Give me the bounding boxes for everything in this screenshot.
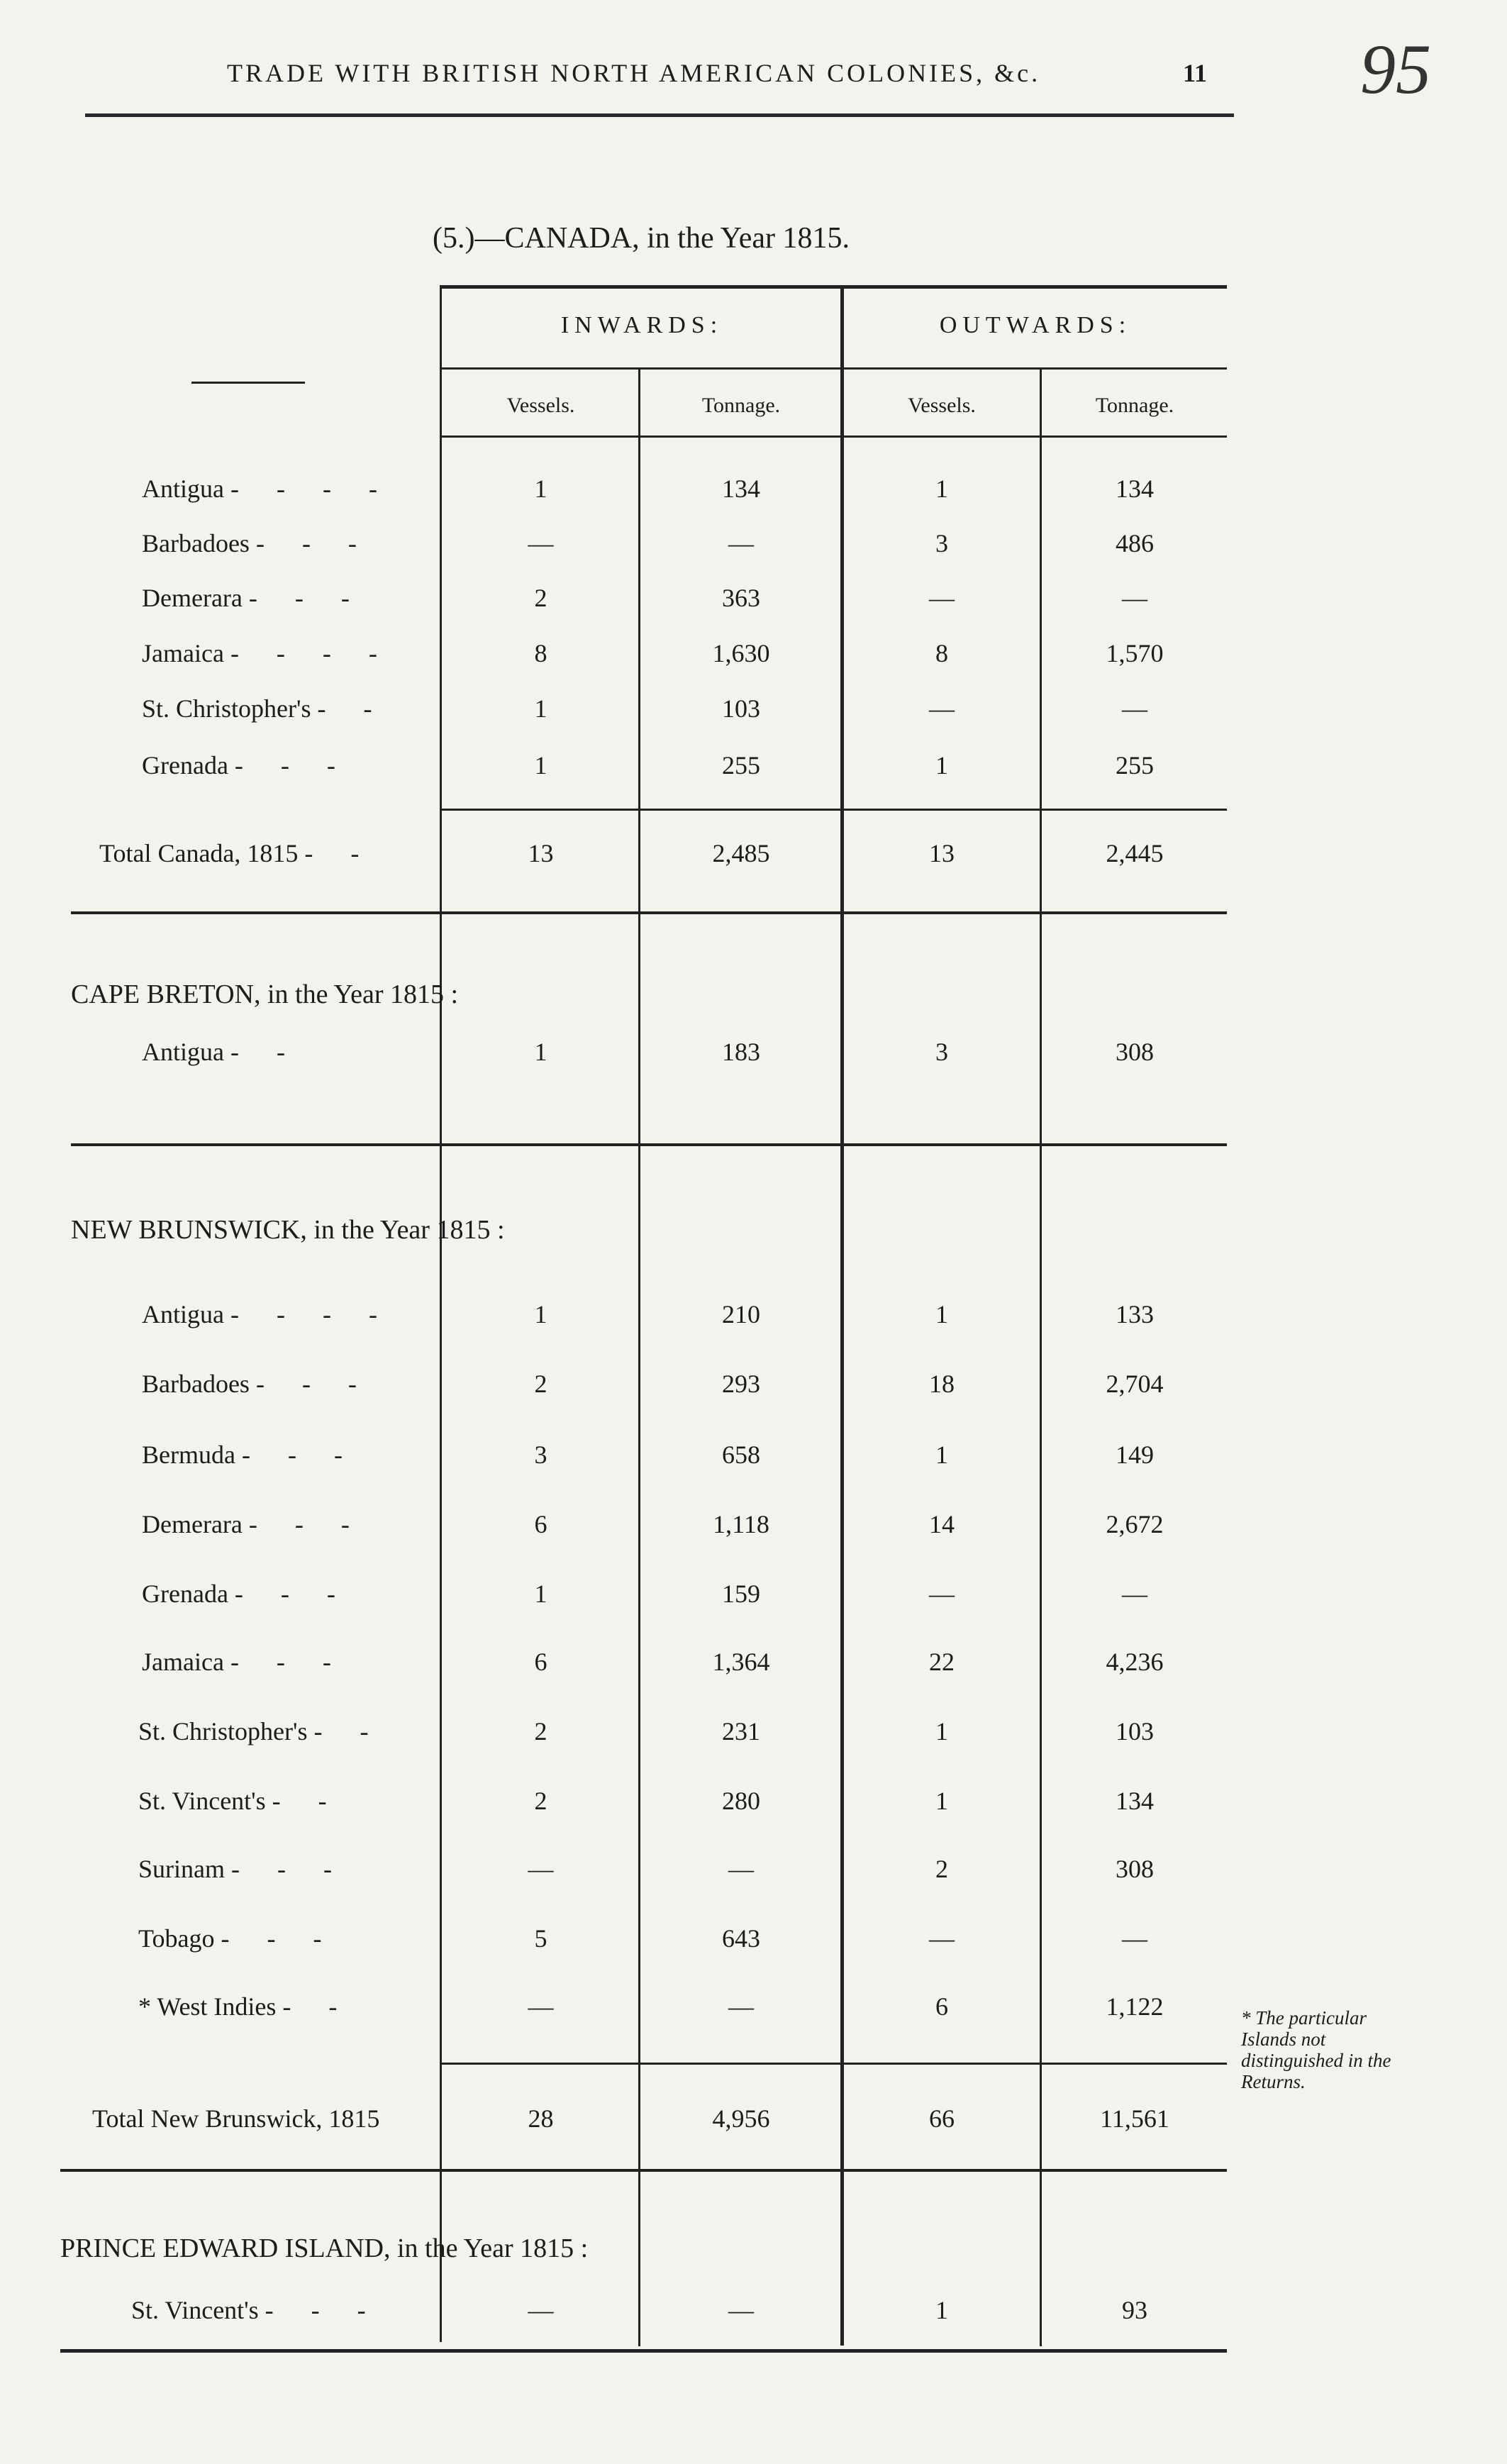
- outwards-vessels: 22: [929, 1648, 955, 1676]
- inwards-vessels: 2: [534, 1717, 547, 1746]
- outwards-tonnage: 1,570: [1106, 639, 1164, 667]
- row-label: Antigua - -: [142, 1038, 301, 1066]
- outwards-vessels: —: [929, 1580, 955, 1608]
- prince-edward-title: PRINCE EDWARD ISLAND, in the Year 1815 :: [60, 2233, 589, 2263]
- row-label: Barbadoes - - -: [142, 529, 372, 557]
- inwards-vessels: 8: [534, 639, 547, 667]
- outwards-vessels: —: [929, 584, 955, 612]
- total-label: Total New Brunswick, 1815: [92, 2104, 380, 2133]
- outwards-tonnage: 2,704: [1106, 1370, 1164, 1398]
- outwards-header: OUTWARDS:: [939, 312, 1132, 338]
- nb-end-rule: [60, 2169, 1227, 2172]
- outwards-vessels-total: 13: [929, 839, 955, 867]
- outwards-tonnage: 2,672: [1106, 1510, 1164, 1538]
- row-label: Demerara - - -: [142, 1510, 365, 1538]
- outwards-vessels-total: 66: [929, 2104, 955, 2133]
- inwards-tonnage: 183: [722, 1038, 760, 1066]
- col-header-rule: [440, 367, 1227, 370]
- cape-breton-title: CAPE BRETON, in the Year 1815 :: [71, 980, 459, 1009]
- row-label: St. Christopher's - -: [138, 1717, 384, 1746]
- outwards-vessels: 18: [929, 1370, 955, 1398]
- row-label: Demerara - - -: [142, 584, 365, 612]
- inwards-tonnage: 255: [722, 751, 760, 779]
- outwards-tonnage: 103: [1116, 1717, 1154, 1746]
- inwards-vessels: —: [528, 2296, 554, 2324]
- inwards-tonnage: 293: [722, 1370, 760, 1398]
- inwards-header: INWARDS:: [560, 312, 723, 338]
- outwards-vessels: 6: [935, 1992, 948, 2021]
- cape-breton-end-rule: [71, 1143, 1227, 1146]
- inwards-tonnage: —: [728, 1855, 754, 1883]
- row-label: Jamaica - - -: [142, 1648, 347, 1676]
- inwards-tonnage: 1,364: [712, 1648, 770, 1676]
- col-subheader-rule: [440, 435, 1227, 438]
- row-label: Bermuda - - -: [142, 1441, 358, 1469]
- total-label: Total Canada, 1815 - -: [99, 839, 375, 867]
- row-label: Barbadoes - - -: [142, 1370, 372, 1398]
- row-label: * West Indies - -: [138, 1992, 353, 2021]
- table-top-rule: [440, 285, 1227, 289]
- inwards-tonnage: 1,630: [712, 639, 770, 667]
- inwards-tonnage: 159: [722, 1580, 760, 1608]
- inwards-vessels: 6: [534, 1648, 547, 1676]
- outwards-tonnage: —: [1122, 694, 1147, 723]
- inwards-vessels: 2: [534, 584, 547, 612]
- outwards-tonnage: 1,122: [1106, 1992, 1164, 2021]
- outwards-vessels: 1: [935, 1300, 948, 1328]
- row-label: St. Vincent's - - -: [131, 2296, 382, 2324]
- inwards-vessels: —: [528, 529, 554, 557]
- inwards-tonnage-total: 4,956: [712, 2104, 770, 2133]
- inwards-vessels: 1: [534, 751, 547, 779]
- inwards-tonnage: 280: [722, 1787, 760, 1815]
- inwards-vessels: 2: [534, 1787, 547, 1815]
- inwards-tonnage: —: [728, 1992, 754, 2021]
- inwards-vessels: 1: [534, 475, 547, 503]
- outwards-tonnage: 149: [1116, 1441, 1154, 1469]
- row-label: St. Vincent's - -: [138, 1787, 343, 1815]
- row-label: Surinam - - -: [138, 1855, 347, 1883]
- outwards-vessels: 8: [935, 639, 948, 667]
- handwritten-folio: 95: [1360, 30, 1431, 109]
- row-label: Antigua - - - -: [142, 1300, 393, 1328]
- outwards-vessels: 1: [935, 1441, 948, 1469]
- inwards-vessels: 1: [534, 1038, 547, 1066]
- row-label: Tobago - - -: [138, 1924, 338, 1953]
- outwards-tonnage-header: Tonnage.: [1095, 394, 1174, 417]
- row-label: Grenada - - -: [142, 751, 351, 779]
- footnote: * The particular Islands not distinguished in the Returns.: [1241, 2007, 1391, 2092]
- inwards-vessels-header: Vessels.: [506, 394, 575, 417]
- inwards-vessels: —: [528, 1992, 554, 2021]
- table-title: (5.)—CANADA, in the Year 1815.: [433, 222, 850, 255]
- row-label: Jamaica - - - -: [142, 639, 393, 667]
- inwards-vessels-total: 13: [528, 839, 554, 867]
- new-brunswick-title: NEW BRUNSWICK, in the Year 1815 :: [71, 1215, 505, 1245]
- outwards-tonnage: 308: [1116, 1038, 1154, 1066]
- inwards-vessels-total: 28: [528, 2104, 554, 2133]
- outwards-tonnage: 255: [1116, 751, 1154, 779]
- row-label: St. Christopher's - -: [142, 694, 388, 723]
- running-header: TRADE WITH BRITISH NORTH AMERICAN COLONIES, &c.: [227, 59, 1041, 87]
- inwards-vessels: 5: [534, 1924, 547, 1953]
- canada-total-rule: [440, 809, 1227, 811]
- outwards-tonnage: 486: [1116, 529, 1154, 557]
- outwards-vessels: 1: [935, 1717, 948, 1746]
- page-number: 11: [1183, 59, 1208, 87]
- inwards-tonnage-total: 2,485: [712, 839, 770, 867]
- col-rule-inwards-tonnage: [638, 367, 640, 2346]
- outwards-vessels-header: Vessels.: [908, 394, 976, 417]
- outwards-tonnage: 308: [1116, 1855, 1154, 1883]
- outwards-tonnage-total: 11,561: [1100, 2104, 1169, 2133]
- outwards-vessels: 1: [935, 751, 948, 779]
- row-label: Antigua - - - -: [142, 475, 393, 503]
- outwards-vessels: 1: [935, 475, 948, 503]
- outwards-tonnage: 134: [1116, 475, 1154, 503]
- inwards-vessels: 1: [534, 1300, 547, 1328]
- inwards-vessels: 6: [534, 1510, 547, 1538]
- outwards-tonnage: 133: [1116, 1300, 1154, 1328]
- outwards-vessels: 3: [935, 1038, 948, 1066]
- inwards-vessels: 1: [534, 694, 547, 723]
- inwards-tonnage: 231: [722, 1717, 760, 1746]
- inwards-tonnage: 1,118: [713, 1510, 769, 1538]
- inwards-vessels: 2: [534, 1370, 547, 1398]
- outwards-tonnage: —: [1122, 1580, 1147, 1608]
- label-stub-rule: [191, 382, 305, 384]
- outwards-tonnage: 134: [1116, 1787, 1154, 1815]
- col-rule-outwards-tonnage: [1040, 367, 1042, 2346]
- inwards-tonnage: 210: [722, 1300, 760, 1328]
- inwards-tonnage: 134: [722, 475, 760, 503]
- inwards-vessels: 3: [534, 1441, 547, 1469]
- inwards-tonnage-header: Tonnage.: [701, 394, 781, 417]
- inwards-tonnage: 103: [722, 694, 760, 723]
- outwards-tonnage: 4,236: [1106, 1648, 1164, 1676]
- outwards-tonnage-total: 2,445: [1106, 839, 1164, 867]
- inwards-tonnage: 658: [722, 1441, 760, 1469]
- outwards-vessels: 3: [935, 529, 948, 557]
- outwards-vessels: —: [929, 694, 955, 723]
- outwards-vessels: 2: [935, 1855, 948, 1883]
- outwards-tonnage: —: [1122, 1924, 1147, 1953]
- outwards-tonnage: —: [1122, 584, 1147, 612]
- inwards-vessels: 1: [534, 1580, 547, 1608]
- inwards-tonnage: 643: [722, 1924, 760, 1953]
- nb-total-rule: [440, 2063, 1227, 2065]
- col-rule-label: [440, 285, 442, 2342]
- row-label: Grenada - - -: [142, 1580, 351, 1608]
- outwards-vessels: 14: [929, 1510, 955, 1538]
- outwards-vessels: 1: [935, 2296, 948, 2324]
- inwards-vessels: —: [528, 1855, 554, 1883]
- canada-end-rule: [71, 911, 1227, 914]
- header-rule: [85, 113, 1234, 117]
- outwards-vessels: —: [929, 1924, 955, 1953]
- inwards-tonnage: —: [728, 529, 754, 557]
- inwards-tonnage: 363: [722, 584, 760, 612]
- outwards-tonnage: 93: [1122, 2296, 1147, 2324]
- inwards-tonnage: —: [728, 2296, 754, 2324]
- page-bottom-rule: [60, 2349, 1227, 2353]
- outwards-vessels: 1: [935, 1787, 948, 1815]
